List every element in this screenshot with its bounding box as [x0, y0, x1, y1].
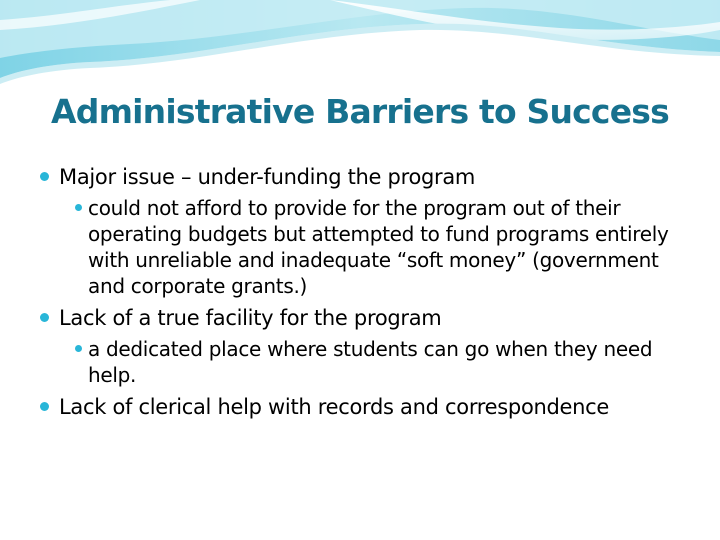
- sub-bullet-item-1: [40, 195, 690, 299]
- slide-title: Administrative Barriers to Success: [51, 92, 669, 131]
- sub-bullet-text: a dedicated place where students can go when they need help.: [88, 337, 653, 387]
- bullet-text: Lack of a true facility for the program: [59, 306, 442, 330]
- bullet-text: Major issue – under-funding the program: [59, 165, 476, 189]
- bullet-dot-icon: [40, 313, 49, 322]
- sub-bullet-dot-icon: [75, 204, 82, 211]
- sub-bullet-dot-icon: [75, 345, 82, 352]
- bullet-item-2: [40, 305, 690, 332]
- sub-bullet-text: could not afford to provide for the program out of their operating budgets but attempted to fund programs entirely with unreliable and inadequate “soft money” (government and corporate grants.): [88, 196, 669, 298]
- slide-content: [40, 164, 690, 425]
- sub-bullet-item-2: [40, 336, 690, 388]
- bullet-text: Lack of clerical help with records and correspondence: [59, 395, 610, 419]
- bullet-dot-icon: [40, 402, 49, 411]
- decorative-wave-header: [0, 0, 720, 90]
- bullet-dot-icon: [40, 172, 49, 181]
- bullet-item-1: [40, 164, 690, 191]
- bullet-item-3: [40, 394, 690, 421]
